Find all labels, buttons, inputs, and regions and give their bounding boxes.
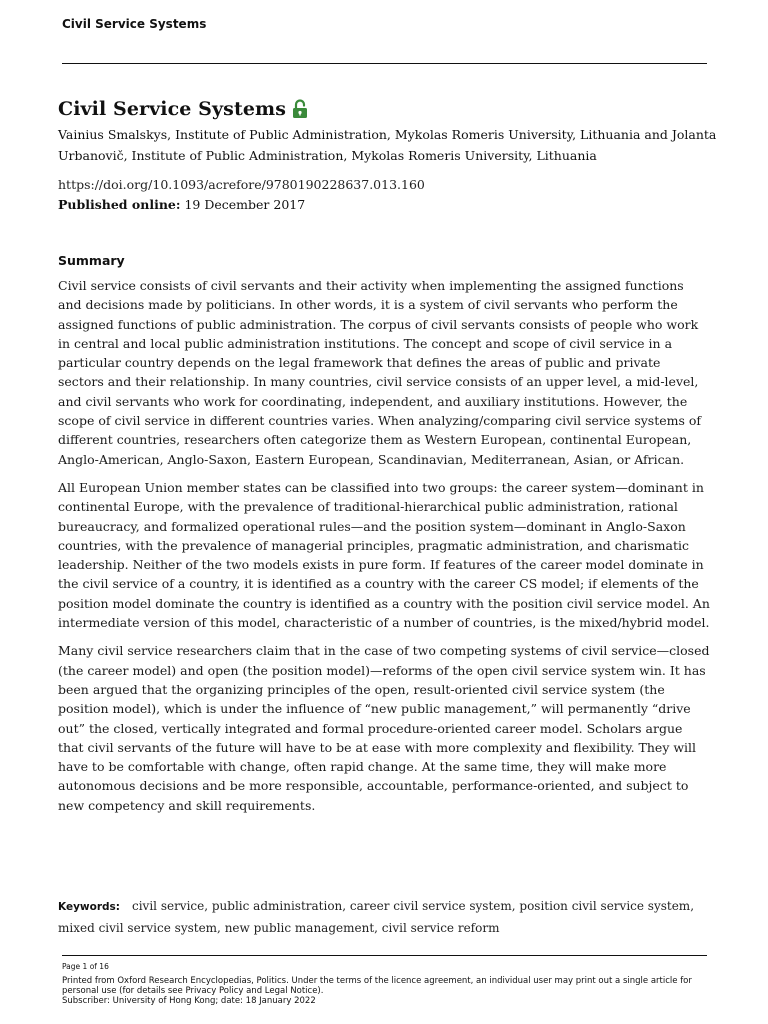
summary-heading: Summary	[58, 253, 125, 268]
unlocked-padlock-icon	[292, 99, 308, 119]
keywords-block	[58, 896, 718, 939]
keywords-label: Keywords:	[58, 901, 120, 913]
summary-paragraph: Civil service consists of civil servants and their activity when implementing the assigned functions and decisions made by politicians. In other words, it is a system of civil servants who perform the assigned functions of public administration. The corpus of civil servants consists of people who work in central and local public administration institutions. The concept and scope of civil service in a particular country depends on the legal framework that defines the areas of public and private sectors and their relationship. In many countries, civil service consists of an upper level, a mid-level, and civil servants who work for coordinating, independent, and auxiliary institutions. However, the scope of civil service in different countries varies. When analyzing/comparing civil service systems of different countries, researchers often categorize them as Western European, continental European, Anglo-American, Anglo-Saxon, Eastern European, Scandinavian, Mediterranean, Asian, or African.	[58, 278, 702, 467]
header-divider	[62, 63, 707, 64]
article-title-row	[58, 98, 308, 120]
published-online	[58, 197, 305, 212]
published-date: 19 December 2017	[184, 197, 306, 212]
summary-paragraph: Many civil service researchers claim that in the case of two competing systems of civil service—closed (the career model) and open (the position model)—reforms of the open civil service system win. It has been argued that the organizing principles of the open, result-oriented civil service system (the position model), which is under the influence of “new public management,” will permanently “drive out” the closed, vertically integrated and formal procedure-oriented career model. Scholars argue that civil servants of the future will have to be at ease with more complexity and flexibility. They will have to be comfortable with change, often rapid change. At the same time, they will make more autonomous decisions and be more responsible, accountable, performance-oriented, and subject to new competency and skill requirements.	[58, 643, 710, 813]
licence-notice: Printed from Oxford Research Encyclopedias, Politics. Under the terms of the licence agreement, an individual user may print out a single article for personal use (for details see Privacy Policy and Legal Notice).	[62, 976, 692, 996]
published-label: Published online:	[58, 197, 181, 212]
subscriber-notice: Subscriber: University of Hong Kong; date: 18 January 2022	[62, 996, 316, 1006]
doi-link[interactable]: https://doi.org/10.1093/acrefore/9780190228637.013.160	[58, 177, 425, 192]
page-number: Page 1 of 16	[62, 962, 109, 971]
running-head-title: Civil Service Systems	[62, 17, 207, 31]
footer-notice	[62, 976, 712, 1006]
footer-divider	[62, 955, 707, 956]
article-authors: Vainius Smalskys, Institute of Public Administration, Mykolas Romeris University, Lithuania and Jolanta Urbanovič, Institute of Public Administration, Mykolas Romeris University, Lithuania	[58, 127, 717, 163]
summary-paragraph: All European Union member states can be classified into two groups: the career system—dominant in continental Europe, with the prevalence of traditional-hierarchical public administration, rational bureaucracy, and formalized operational rules—and the position system—dominant in Anglo-Saxon countries, with the prevalence of managerial principles, pragmatic administration, and charismatic leadership. Neither of the two models exists in pure form. If features of the career model dominate in the civil service of a country, it is identified as a country with the career CS model; if elements of the position model dominate the country is identified as a country with the position civil service model. An intermediate version of this model, characteristic of a number of countries, is the mixed/hybrid model.	[58, 479, 710, 631]
summary-body	[58, 276, 710, 824]
article-title: Civil Service Systems	[58, 98, 287, 120]
keywords-list: civil service, public administration, career civil service system, position civil service system, mixed civil service system, new public management, civil service reform	[58, 899, 695, 935]
